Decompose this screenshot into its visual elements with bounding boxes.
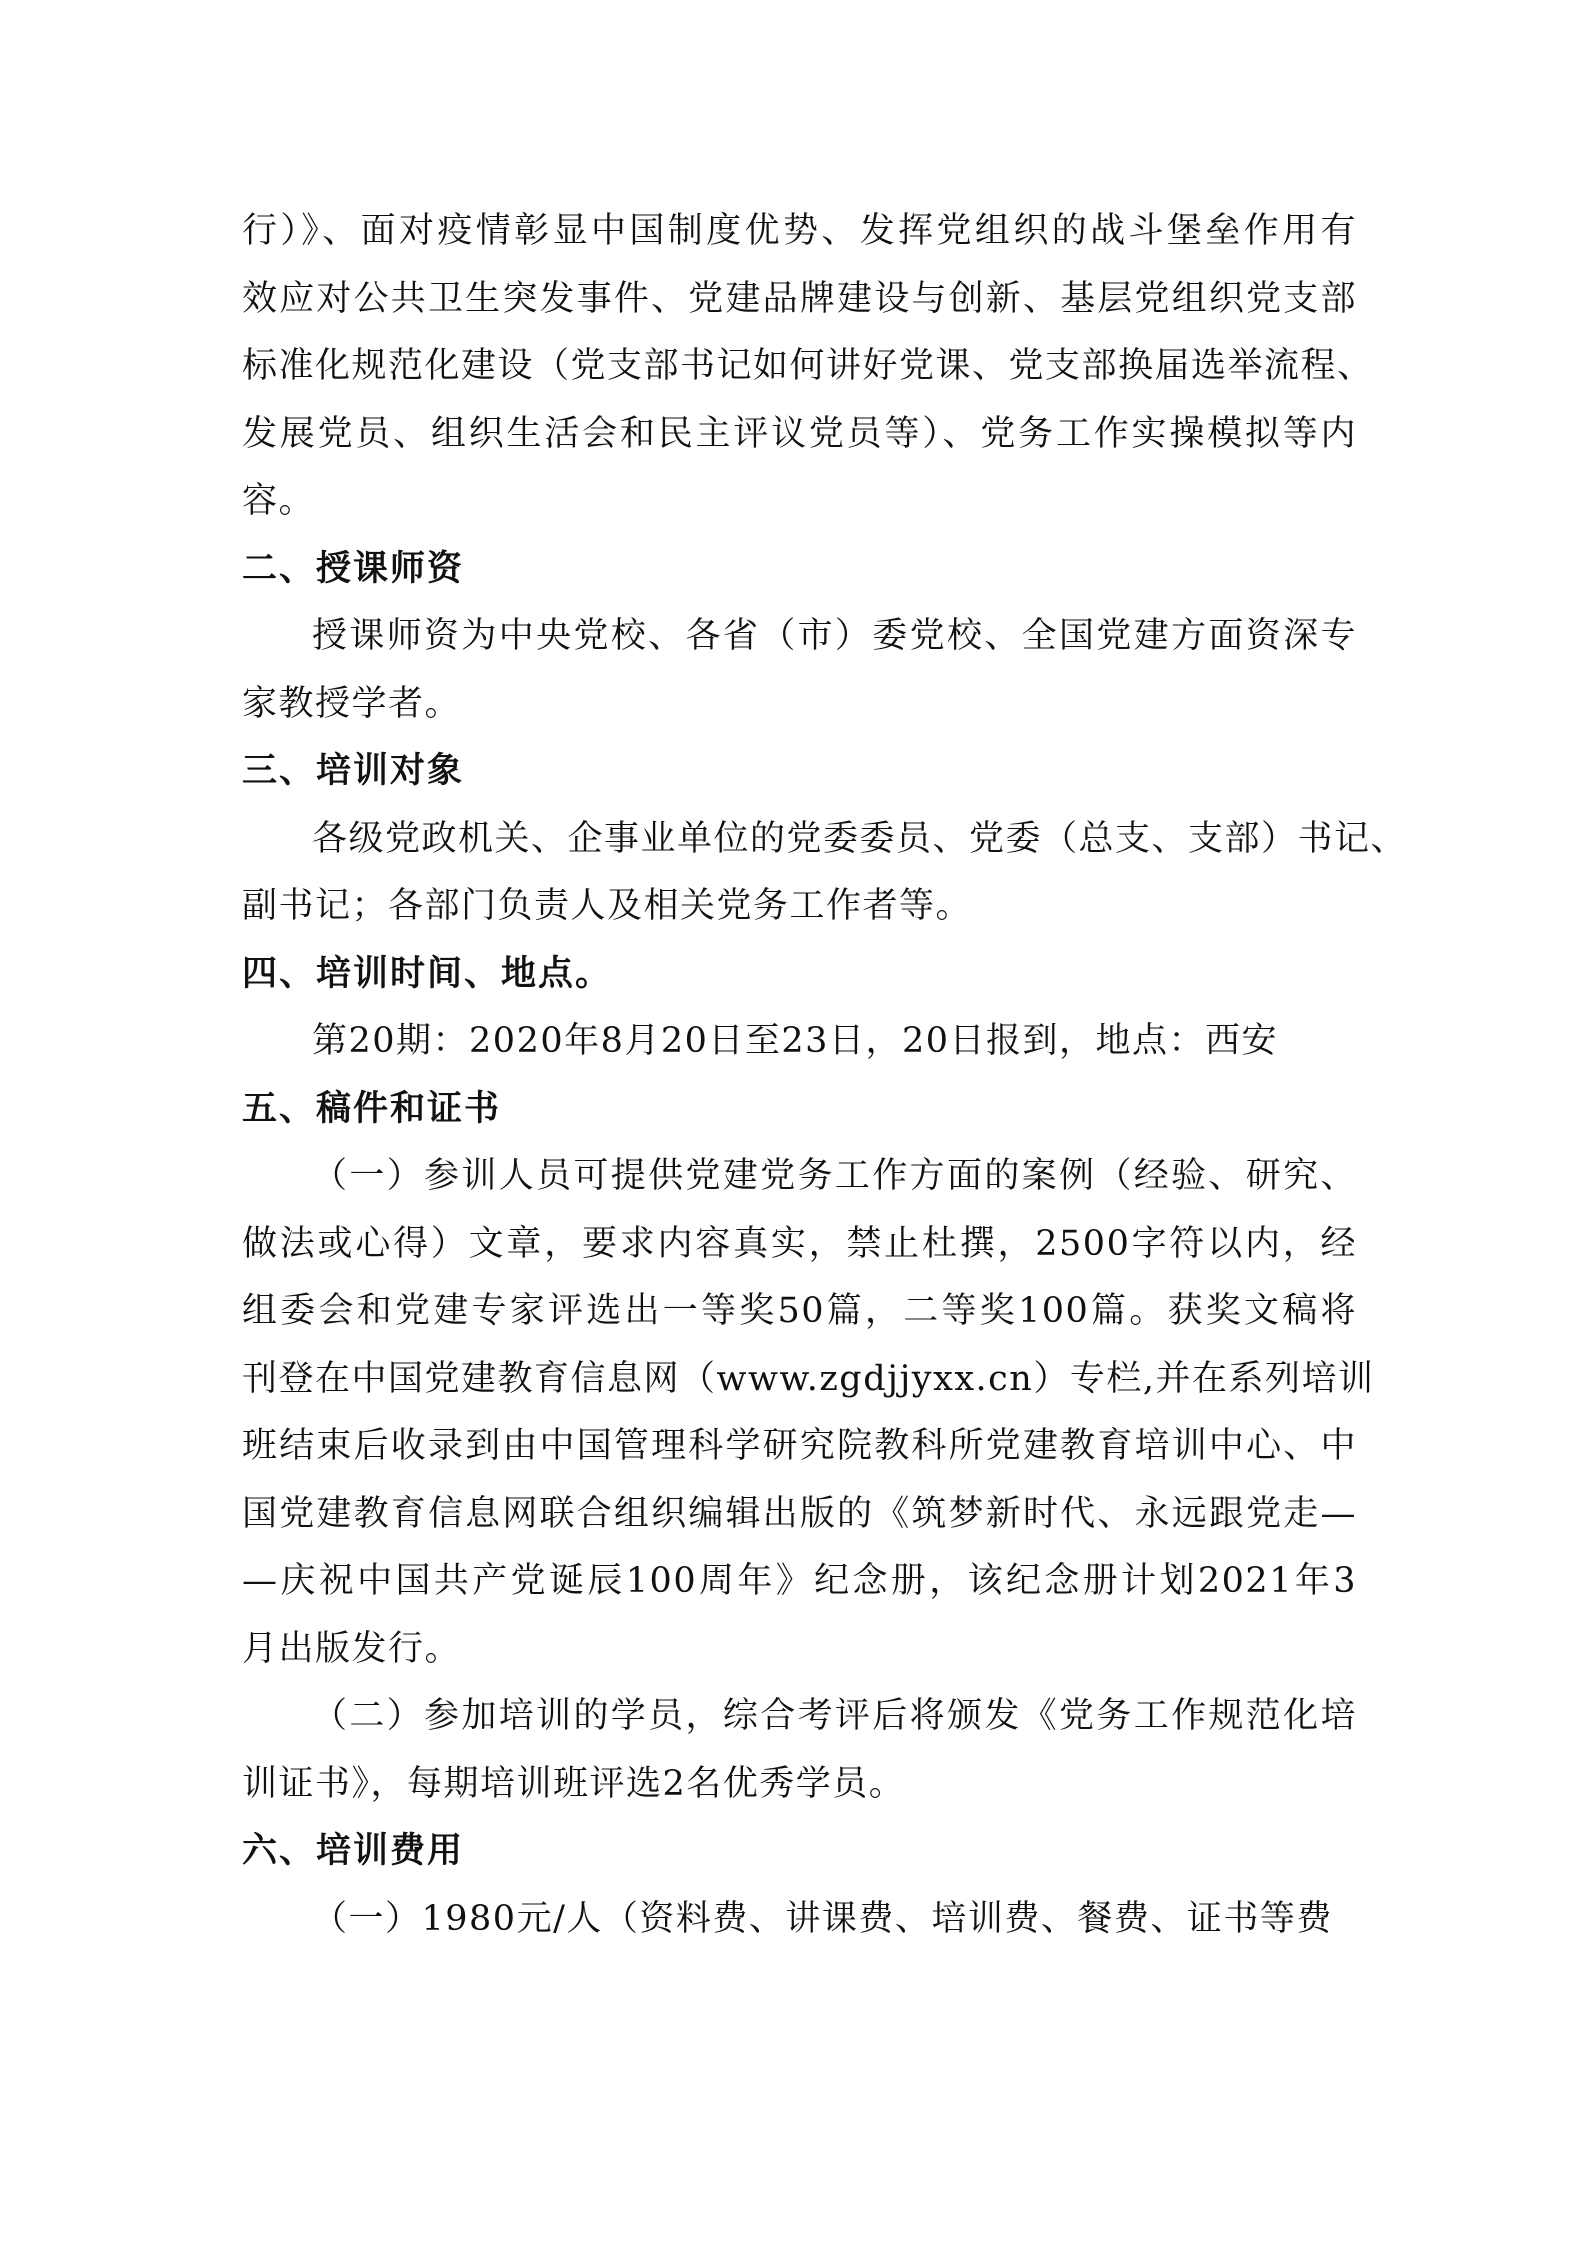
paragraph-line: 月出版发行。 [242,1628,462,1669]
paragraph-line: 容。 [242,481,316,521]
paragraph-line: 各级党政机关、企事业单位的党委委员、党委（总支、支部）书记、 [312,818,1408,859]
section-heading: 五、稿件和证书 [242,1088,502,1129]
body-paragraph [242,1143,1375,1683]
paragraph-line: 标准化规范化建设（党支部书记如何讲好党课、党支部换届选举流程、 [242,346,1374,386]
paragraph-line: 家教授学者。 [242,683,462,724]
paragraph-line: —庆祝中国共产党诞辰100周年》纪念册，该纪念册计划2021年3 [242,1561,1357,1601]
section-heading: 六、培训费用 [242,1831,465,1871]
paragraph-line: 授课师资为中央党校、各省（市）委党校、全国党建方面资深专 [312,616,1357,656]
paragraph-line: 班结束后收录到由中国管理科学研究院教科所党建教育培训中心、中 [242,1426,1357,1466]
body-paragraph [242,198,1374,536]
paragraph-line: 副书记；各部门负责人及相关党务工作者等。 [242,886,973,926]
paragraph-line: 做法或心得）文章，要求内容真实，禁止杜撰，2500字符以内，经 [242,1223,1357,1264]
paragraph-line: 国党建教育信息网联合组织编辑出版的《筑梦新时代、永远跟党走— [242,1493,1357,1534]
body-paragraph [242,1886,1357,1954]
paragraph-line: 行）》、面对疫情彰显中国制度优势、发挥党组织的战斗堡垒作用有 [242,211,1357,251]
paragraph-line: 发展党员、组织生活会和民主评议党员等）、党务工作实操模拟等内 [242,413,1357,454]
paragraph-line: （一）参训人员可提供党建党务工作方面的案例（经验、研究、 [312,1156,1357,1196]
paragraph-line: （一）1980元/人（资料费、讲课费、培训费、餐费、证书等费 [312,1898,1333,1939]
body-paragraph [242,1683,1357,1818]
body-paragraph [242,603,1357,738]
body-paragraph [242,1008,1357,1076]
document-body [242,198,1408,1953]
paragraph-line: （二）参加培训的学员，综合考评后将颁发《党务工作规范化培 [312,1696,1357,1736]
paragraph-line: 组委会和党建专家评选出一等奖50篇，二等奖100篇。获奖文稿将 [242,1291,1357,1331]
body-paragraph [242,806,1408,941]
section-heading: 三、培训对象 [242,751,465,791]
paragraph-line: 训证书》，每期培训班评选2名优秀学员。 [242,1763,906,1804]
section-heading: 四、培训时间、地点。 [242,953,613,994]
section-heading: 二、授课师资 [242,548,465,589]
paragraph-line: 刊登在中国党建教育信息网（www.zgdjjyxx.cn）专栏,并在系列培训 [242,1358,1375,1399]
paragraph-line: 第20期：2020年8月20日至23日，20日报到，地点：西安 [312,1021,1278,1061]
paragraph-line: 效应对公共卫生突发事件、党建品牌建设与创新、基层党组织党支部 [242,278,1357,319]
